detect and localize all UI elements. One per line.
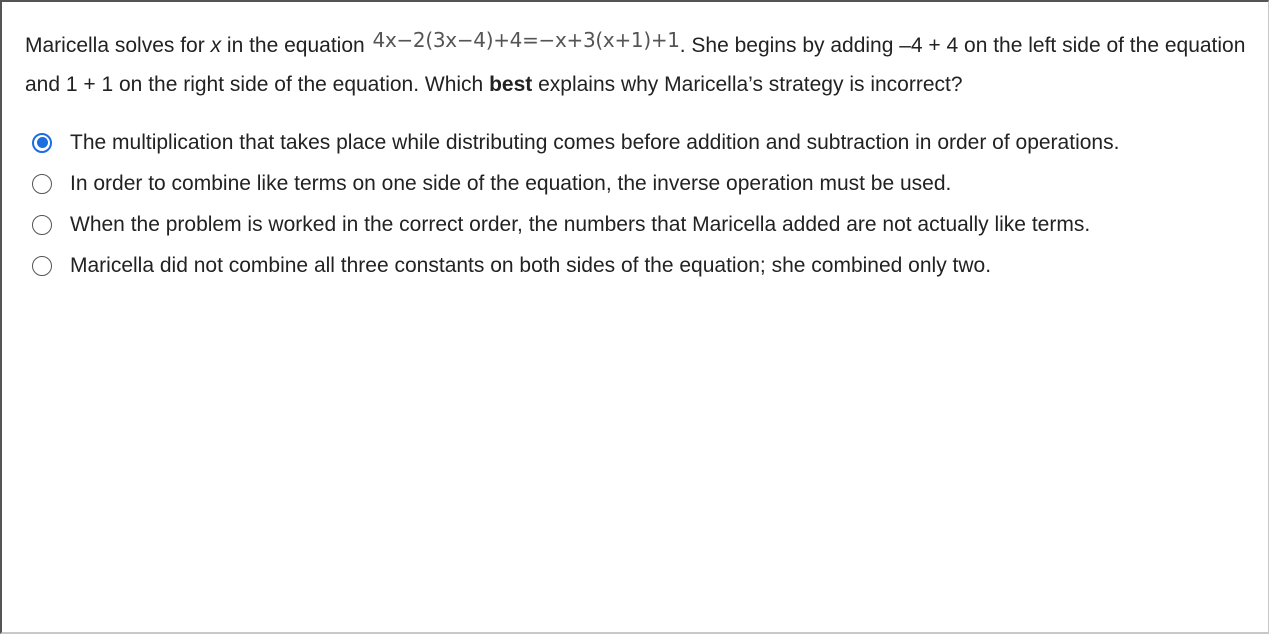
radio-button[interactable]: [32, 174, 52, 194]
answer-choice-label[interactable]: The multiplication that takes place while distributing comes before addition and subtraction in order of operations.: [70, 130, 1120, 154]
answer-choice-label[interactable]: When the problem is worked in the correct order, the numbers that Maricella added are not actually like terms.: [70, 212, 1091, 236]
answer-choice-4[interactable]: [32, 245, 1264, 286]
answer-choice-label[interactable]: In order to combine like terms on one side of the equation, the inverse operation must be used.: [70, 171, 952, 195]
question-part-3: . She begins by adding –4 + 4 on the left side of the equation and 1 + 1 on the right side of the equation. Which: [25, 34, 1246, 96]
question-part-2: in the equation: [221, 34, 371, 57]
answer-choice-label[interactable]: Maricella did not combine all three constants on both sides of the equation; she combined only two.: [70, 253, 992, 277]
radio-button[interactable]: [32, 215, 52, 235]
answer-choice-2[interactable]: [32, 163, 1264, 204]
question-part-4: explains why Maricella’s strategy is incorrect?: [532, 73, 963, 96]
radio-button-selected[interactable]: [32, 133, 52, 153]
answer-choice-1[interactable]: [32, 122, 1264, 163]
question-emphasis: best: [489, 73, 533, 96]
equation-image: 4x−2(3x−4)+4=−x+3(x+1)+1: [372, 28, 680, 52]
question-part-1: Maricella solves for: [25, 34, 211, 57]
question-text: [25, 26, 1257, 104]
answer-choice-3[interactable]: [32, 204, 1264, 245]
answer-choices: [32, 122, 1264, 286]
radio-button[interactable]: [32, 256, 52, 276]
question-variable: x: [210, 34, 222, 57]
